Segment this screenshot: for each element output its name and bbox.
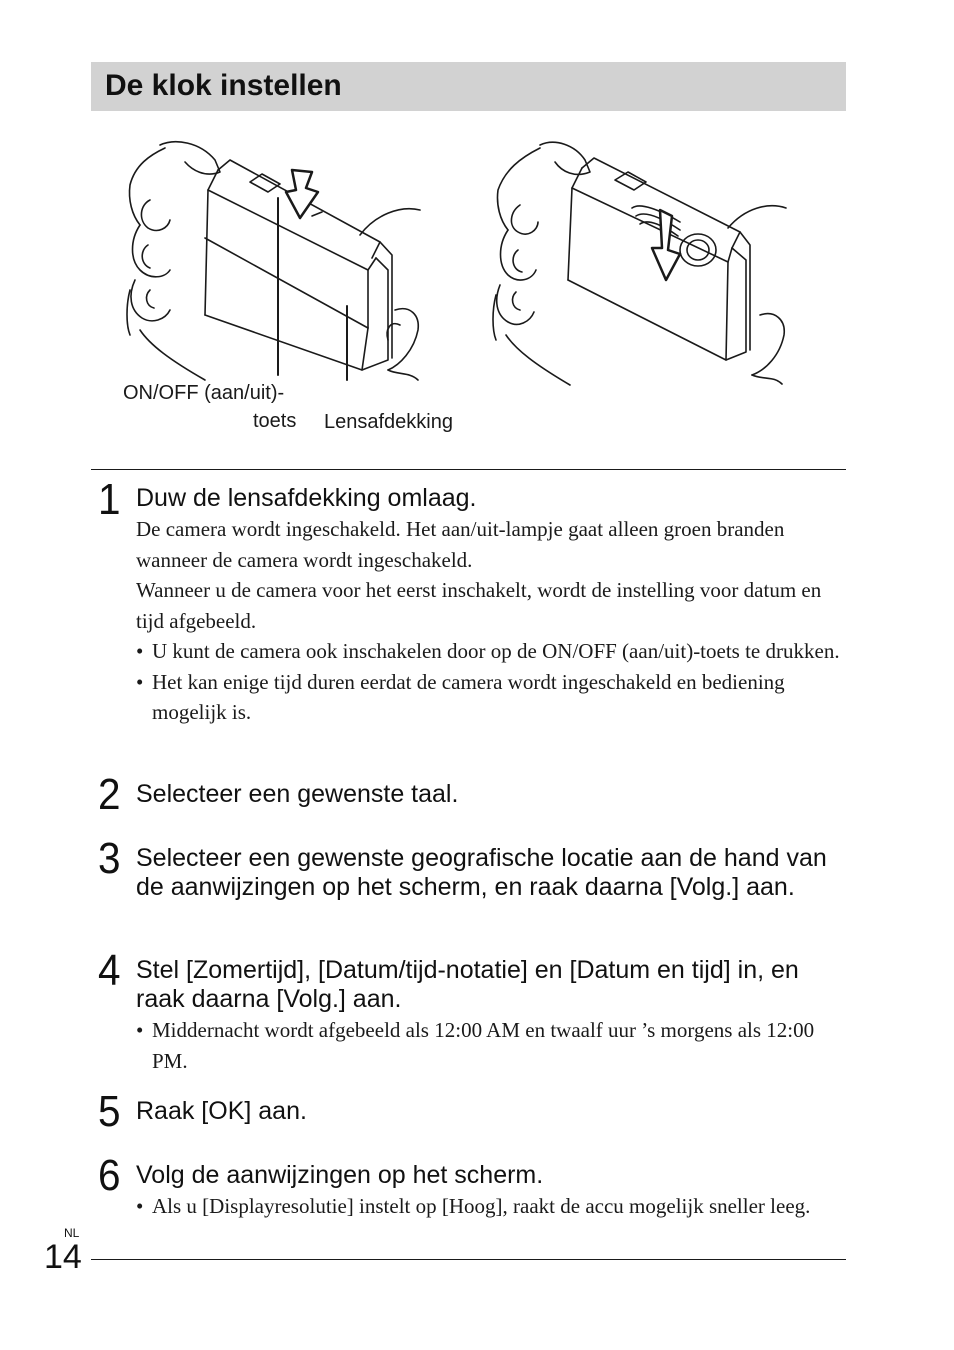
step-4-bullet (136, 1015, 846, 1076)
step-6-bullet (136, 1191, 846, 1222)
bullet-text: Het kan enige tijd duren eerdat de camera wordt ingeschakeld en bediening mogelijk is. (152, 669, 785, 724)
top-divider (91, 469, 846, 470)
step-5-number: 5 (98, 1087, 121, 1136)
step-4-number: 4 (98, 946, 121, 995)
bottom-divider (91, 1259, 846, 1260)
step-3-heading: Selecteer een gewenste geografische locatie aan de hand van de aanwijzingen op het scherm, en raak daarna [Volg.] aan. (136, 844, 827, 901)
step-1-paragraph: Wanneer u de camera voor het eerst inschakelt, wordt de instelling voor datum en tijd afgebeeld. (136, 578, 822, 633)
bullet-symbol: • (136, 639, 144, 663)
step-1-body (136, 514, 846, 728)
step-1-number: 1 (98, 475, 121, 524)
lens-cover-label: Lensafdekking (324, 411, 453, 433)
step-1-heading: Duw de lensafdekking omlaag. (136, 484, 477, 512)
bullet-symbol: • (136, 1018, 144, 1042)
bullet-text: Middernacht wordt afgebeeld als 12:00 AM en twaalf uur ’s morgens als 12:00 PM. (152, 1018, 815, 1073)
bullet-text: Als u [Displayresolutie] instelt op [Hoog], raakt de accu mogelijk sneller leeg. (152, 1194, 811, 1218)
onoff-button-label-line1: ON/OFF (aan/uit)- (123, 382, 285, 404)
step-6-body (136, 1191, 846, 1222)
bullet-symbol: • (136, 669, 144, 694)
step-4-body (136, 1015, 846, 1076)
step-1-bullet (136, 667, 846, 728)
camera-illustrations (0, 130, 954, 440)
step-6-number: 6 (98, 1151, 121, 1200)
step-1-paragraph: De camera wordt ingeschakeld. Het aan/uit-lampje gaat alleen groen branden wanneer de camera wordt ingeschakeld. (136, 517, 785, 572)
step-4-heading: Stel [Zomertijd], [Datum/tijd-notatie] en [Datum en tijd] in, en raak daarna [Volg.] aan. (136, 956, 799, 1013)
bullet-text: U kunt de camera ook inschakelen door op de ON/OFF (aan/uit)-toets te drukken. (152, 639, 840, 663)
section-title: De klok instellen (105, 69, 342, 102)
step-6-heading: Volg de aanwijzingen op het scherm. (136, 1161, 544, 1189)
step-2-number: 2 (98, 770, 121, 819)
page-language-code: NL (64, 1226, 80, 1240)
bullet-symbol: • (136, 1194, 144, 1218)
step-1-bullet (136, 636, 846, 667)
step-5-heading: Raak [OK] aan. (136, 1097, 307, 1125)
step-3-number: 3 (98, 834, 121, 883)
page-number: 14 (44, 1238, 82, 1276)
onoff-button-label-line2: toets (253, 410, 297, 432)
step-2-heading: Selecteer een gewenste taal. (136, 780, 459, 808)
section-title-bar (91, 62, 846, 111)
